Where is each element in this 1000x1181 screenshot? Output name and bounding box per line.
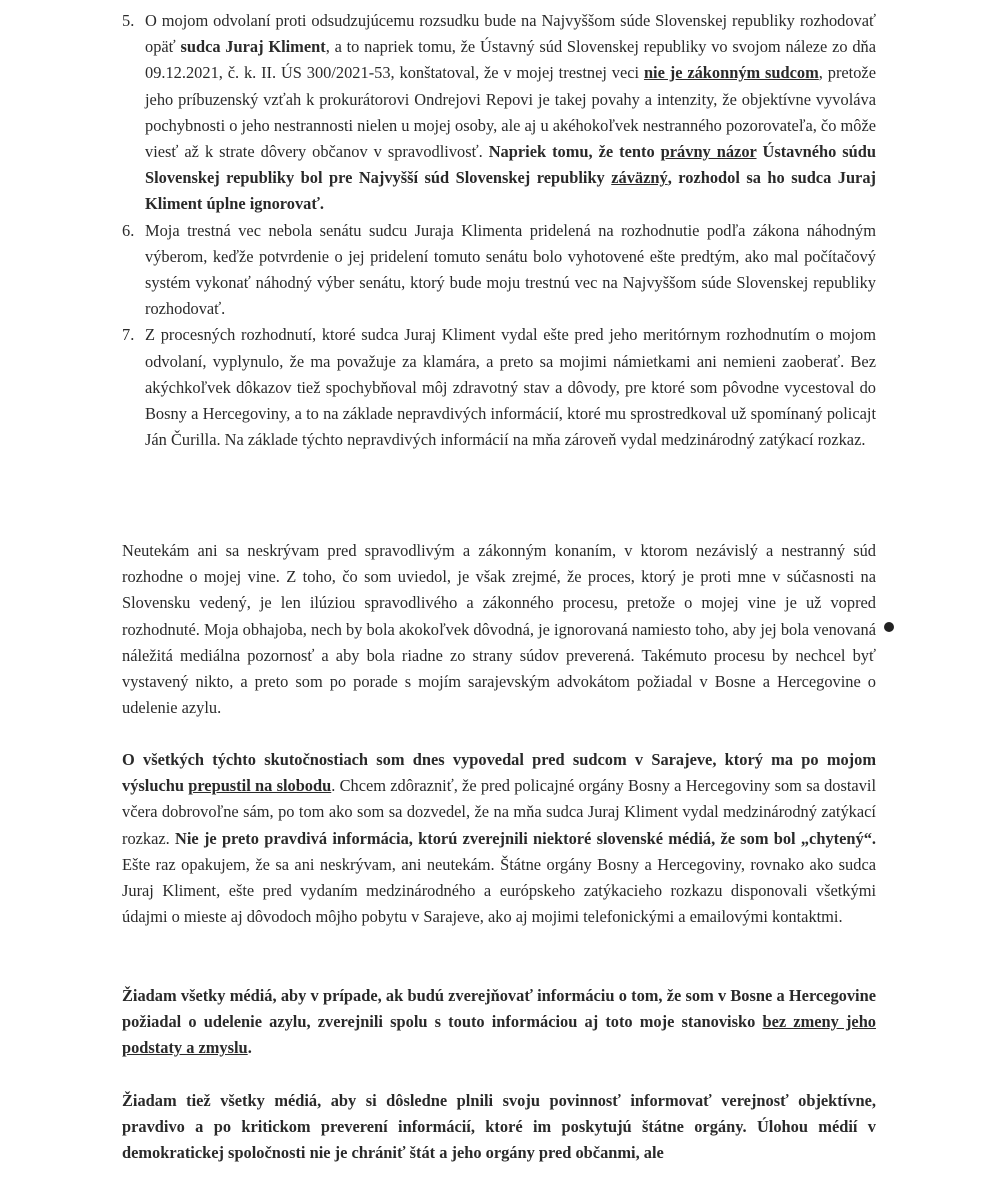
text-run: , a to napriek tomu, že Ústavný súd Slovenskej republiky vo svojom náleze zo dňa 09.12.2021, č. k. II. ÚS 300/2021-53, konštatoval, že v mojej trestnej veci bbox=[145, 37, 876, 83]
text-run: Z procesných rozhodnutí, ktoré sudca Juraj Kliment vydal ešte pred jeho meritórnym rozhodnutím o mojom odvolaní, vyplynulo, že ma považuje za klamára, a preto sa mojimi námietkami ani nemieni zaoberať. Bez akýchkoľvek dôkazov tiež spochybňoval môj zdravotný stav a dôvody, pre ktoré som pôvodne vycestoval do Bosny a Hercegoviny, a to na základe nepravdivých informácií, ktoré mu sprostredkoval už spomínaný policajt Ján Čurilla. Na základe týchto nepravdivých informácií na mňa zároveň vydal medzinárodný zatýkací rozkaz. bbox=[145, 325, 876, 450]
text-run: Nie je preto pravdivá informácia, ktorú zverejnili niektoré slovenské médiá, že som bol „chytený“. bbox=[175, 828, 876, 848]
paragraph-sarajevo-hearing bbox=[122, 747, 876, 930]
emphasized-text: prepustil na slobodu bbox=[188, 776, 332, 796]
list-number: 5. bbox=[122, 11, 135, 30]
text-run: Napriek tomu, že tento bbox=[488, 142, 661, 162]
text-run: sudca Juraj Kliment bbox=[180, 37, 326, 57]
text-run: Ústavného súdu Slovenskej republiky bol pre Najvyšší súd Slovenskej republiky bbox=[145, 142, 876, 188]
text-run: , rozhodol sa ho sudca Juraj Kliment úplne ignorovať. bbox=[145, 168, 876, 214]
list-item-text bbox=[145, 221, 876, 319]
list-item-text bbox=[145, 11, 876, 213]
list-number: 6. bbox=[122, 220, 135, 240]
paragraph-media-duty bbox=[122, 1088, 876, 1167]
list-item-5 bbox=[122, 8, 876, 218]
emphasized-text: záväzný bbox=[611, 168, 668, 188]
list-item-text bbox=[145, 325, 876, 449]
paragraph-asylum-reason bbox=[122, 538, 876, 721]
text-run: Moja trestná vec nebola senátu sudcu Juraja Klimenta pridelená na rozhodnutie podľa zákona náhodným výberom, keďže potvrdenie o jej pridelení tomuto senátu bolo vyhotovené ešte predtým, ako mal počítačový systém vykonať náhodný výber senátu, ktorý bude moju trestnú vec na Najvyššom súde Slovenskej republiky rozhodovať. bbox=[145, 220, 876, 319]
text-run: Žiadam všetky médiá, aby v prípade, ak budú zverejňovať informáciu o tom, že som v Bosne a Hercegovine požiadal o udelenie azylu, zverejnili spolu s touto informáciou aj toto moje stanovisko bbox=[122, 986, 876, 1032]
text-run: , pretože jeho príbuzenský vzťah k prokurátorovi Ondrejovi Repovi je takej povahy a intenzity, že objektívne vyvoláva pochybnosti o jeho nestrannosti nielen u mojej osoby, ale aj u akéhokoľvek nestranného pozorovateľa, čo môže viesť až k strate dôvery občanov v spravodlivosť. bbox=[145, 63, 876, 162]
text-run: . Chcem zdôrazniť, že pred policajné orgány Bosny a Hercegoviny som sa dostavil včera dobrovoľne sám, po tom ako som sa dozvedel, že na mňa sudca Juraj Kliment vydal medzinárodný zatýkací rozkaz. bbox=[122, 776, 876, 848]
text-run: O všetkých týchto skutočnostiach som dnes vypovedal pred sudcom v Sarajeve, ktorý ma po mojom výsluchu bbox=[122, 750, 876, 796]
text-run: Žiadam tiež všetky médiá, aby si dôsledne plnili svoju povinnosť informovať verejnosť objektívne, pravdivo a po kritickom preverení informácií, ktoré im poskytujú štátne orgány. Úlohou médií v demokratickej spoločnosti nie je chrániť štát a jeho orgány pred občanmi, ale bbox=[122, 1091, 876, 1163]
text-run: Neutekám ani sa neskrývam pred spravodlivým a zákonným konaním, v ktorom nezávislý a nestranný súd rozhodne o mojej vine. Z toho, čo som uviedol, je však zrejmé, že proces, ktorý je proti mne v súčasnosti na Slovensku vedený, je len ilúziou spravodlivého a zákonného procesu, pretože o mojej vine je už vopred rozhodnuté. Moja obhajoba, nech by bola akokoľvek dôvodná, je ignorovaná namiesto toho, aby jej bola venovaná náležitá mediálna pozornosť a aby bola riadne zo strany súdov preverená. Takémuto procesu by nechcel byť vystavený nikto, a preto som po porade s mojím sarajevským advokátom požiadal v Bosne a Hercegovine o udelenie azylu. bbox=[122, 541, 876, 718]
emphasized-text: bez zmeny jeho podstaty a zmyslu bbox=[122, 1012, 877, 1058]
text-run: . bbox=[247, 1038, 252, 1058]
list-number: 7. bbox=[122, 325, 135, 345]
emphasized-text: právny názor bbox=[660, 142, 757, 162]
numbered-list bbox=[122, 8, 876, 453]
emphasized-text: nie je zákonným sudcom bbox=[643, 63, 819, 83]
text-run: O mojom odvolaní proti odsudzujúcemu rozsudku bude na Najvyššom súde Slovenskej republiky rozhodovať opäť bbox=[145, 11, 876, 57]
bullet-dot-marker bbox=[884, 622, 894, 632]
paragraph-media-request bbox=[122, 983, 876, 1062]
list-item-6 bbox=[122, 218, 876, 323]
text-run: Ešte raz opakujem, že sa ani neskrývam, ani neutekám. Štátne orgány Bosny a Hercegoviny, rovnako ako sudca Juraj Kliment, ešte pred vydaním medzinárodného a európskeho zatýkacieho rozkazu disponovali všetkými údajmi o mieste aj dôvodoch môjho pobytu v Sarajeve, ako aj mojimi telefonickými a emailovými kontaktmi. bbox=[122, 854, 876, 927]
list-item-7 bbox=[122, 322, 876, 453]
